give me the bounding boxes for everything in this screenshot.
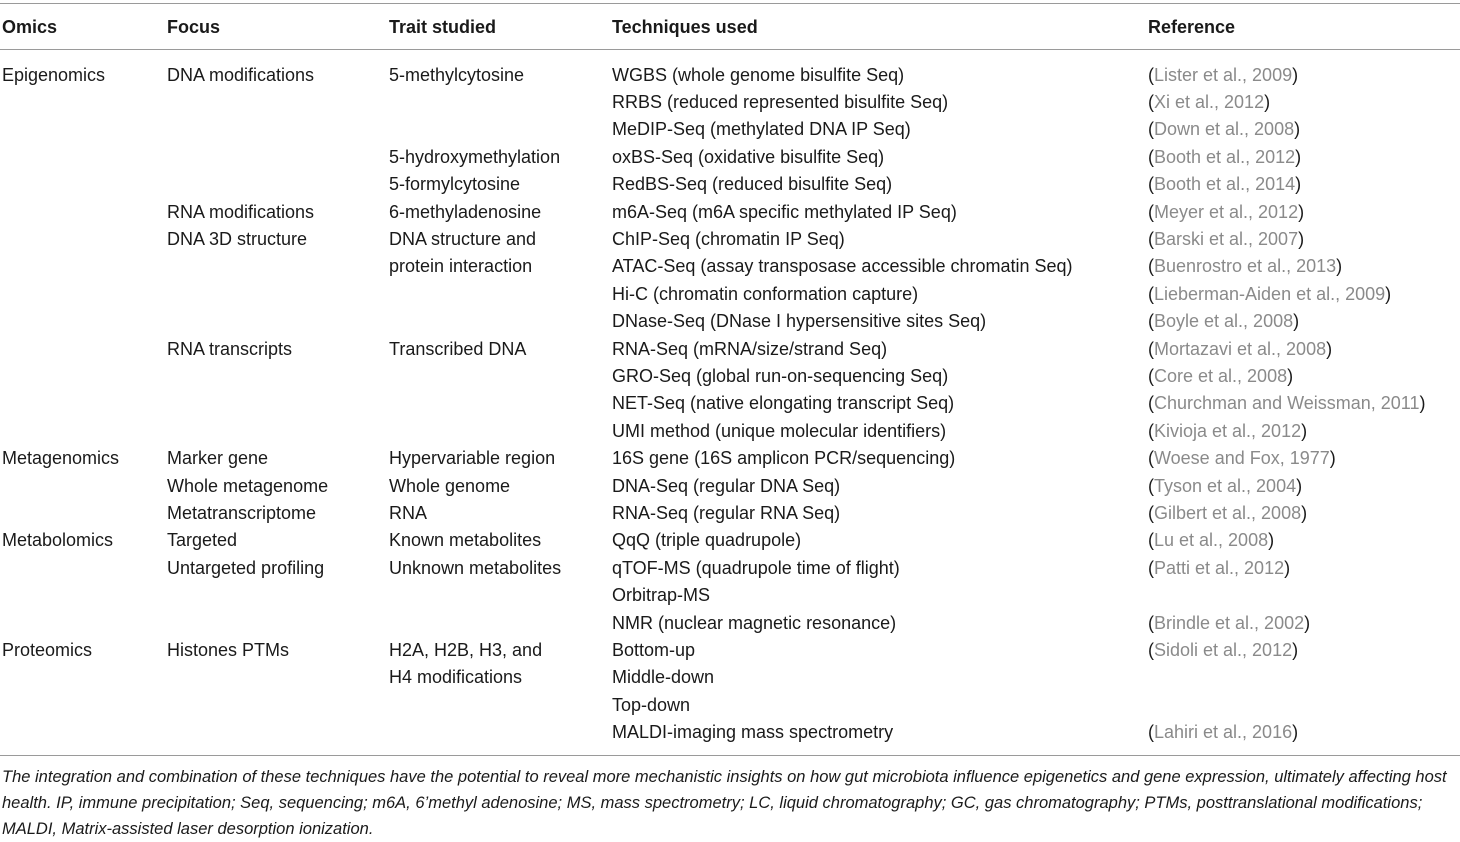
cell-omics: Proteomics [2,639,93,660]
cell-trait: 5-formylcytosine [389,174,521,195]
cell-trait: protein interaction [389,256,533,277]
reference-link[interactable]: Down et al., 2008 [1154,119,1295,140]
table-row [0,664,1460,691]
cell-omics [0,143,167,170]
cell-technique: qTOF-MS (quadrupole time of flight) [612,557,900,578]
table-row [0,171,1460,198]
cell-reference: (Woese and Fox, 1977) [1148,448,1336,469]
reference-link[interactable]: Sidoli et al., 2012 [1154,639,1293,660]
cell-omics [0,554,167,581]
cell-reference [1148,664,1460,691]
cell-focus [167,664,389,691]
table-row [0,143,1460,170]
reference-link[interactable]: Barski et al., 2007 [1154,229,1299,250]
cell-trait [389,390,612,417]
table-row [0,280,1460,307]
cell-focus [167,581,389,608]
cell-technique: Middle-down [612,667,715,688]
cell-technique: RRBS (reduced represented bisulfite Seq) [612,92,949,113]
cell-trait: 6-methyladenosine [389,201,542,222]
cell-omics [0,253,167,280]
reference-link[interactable]: Lieberman-Aiden et al., 2009 [1154,283,1386,304]
header-trait: Trait studied [389,16,497,37]
cell-technique: DNase-Seq (DNase I hypersensitive sites Seq) [612,311,987,332]
table-row [0,390,1460,417]
cell-trait: Unknown metabolites [389,557,562,578]
cell-omics [0,691,167,718]
cell-reference [1148,581,1460,608]
reference-link[interactable]: Xi et al., 2012 [1154,92,1265,113]
cell-technique: oxBS-Seq (oxidative bisulfite Seq) [612,146,885,167]
table-row [0,718,1460,745]
table-header-row [0,0,1460,51]
cell-trait: H4 modifications [389,667,523,688]
cell-focus: Histones PTMs [167,639,290,660]
cell-focus [167,691,389,718]
cell-reference: (Boyle et al., 2008) [1148,311,1300,332]
table-row [0,253,1460,280]
table-bottom-rule [0,755,1460,756]
cell-reference: (Barski et al., 2007) [1148,229,1305,250]
cell-omics [0,417,167,444]
cell-omics [0,609,167,636]
cell-omics [0,362,167,389]
cell-technique: Hi-C (chromatin conformation capture) [612,283,919,304]
cell-technique: 16S gene (16S amplicon PCR/sequencing) [612,448,956,469]
header-omics: Omics [2,16,58,37]
cell-technique: m6A-Seq (m6A specific methylated IP Seq) [612,201,957,222]
table-row [0,417,1460,444]
table-row [0,362,1460,389]
cell-reference: (Core et al., 2008) [1148,365,1294,386]
cell-reference: (Xi et al., 2012) [1148,92,1271,113]
cell-technique: MeDIP-Seq (methylated DNA IP Seq) [612,119,911,140]
cell-trait [389,417,612,444]
cell-technique: NMR (nuclear magnetic resonance) [612,612,897,633]
cell-focus [167,308,389,335]
reference-link[interactable]: Buenrostro et al., 2013 [1154,256,1337,277]
cell-focus: DNA 3D structure [167,229,308,250]
cell-trait [389,362,612,389]
header-focus: Focus [167,16,221,37]
cell-omics [0,390,167,417]
cell-reference: (Gilbert et al., 2008) [1148,502,1308,523]
cell-reference: (Patti et al., 2012) [1148,557,1291,578]
cell-reference: (Lahiri et al., 2016) [1148,722,1299,743]
cell-focus: Untargeted profiling [167,557,325,578]
cell-trait: Transcribed DNA [389,338,527,359]
cell-focus [167,116,389,143]
cell-reference: (Lister et al., 2009) [1148,64,1299,85]
reference-link[interactable]: Booth et al., 2012 [1154,146,1296,167]
cell-omics: Metabolomics [2,530,114,551]
reference-link[interactable]: Lu et al., 2008 [1154,530,1269,551]
cell-trait [389,308,612,335]
cell-focus: DNA modifications [167,64,315,85]
cell-reference: (Kivioja et al., 2012) [1148,420,1308,441]
cell-reference: (Booth et al., 2012) [1148,146,1302,167]
cell-omics [0,198,167,225]
reference-link[interactable]: Tyson et al., 2004 [1154,475,1297,496]
table-row [0,116,1460,143]
cell-focus [167,362,389,389]
cell-focus: Whole metagenome [167,475,329,496]
cell-reference: (Tyson et al., 2004) [1148,475,1303,496]
cell-focus [167,88,389,115]
cell-reference [1148,691,1460,718]
cell-trait [389,718,612,745]
reference-link[interactable]: Gilbert et al., 2008 [1154,502,1302,523]
cell-omics: Epigenomics [2,64,106,85]
table-row [0,636,1460,663]
cell-omics [0,88,167,115]
cell-technique: QqQ (triple quadrupole) [612,530,802,551]
cell-technique: Bottom-up [612,639,696,660]
cell-trait: Known metabolites [389,530,542,551]
cell-technique: ATAC-Seq (assay transposase accessible chromatin Seq) [612,256,1073,277]
cell-trait: H2A, H2B, H3, and [389,639,543,660]
cell-omics [0,280,167,307]
cell-focus [167,143,389,170]
table-row [0,335,1460,362]
cell-reference: (Sidoli et al., 2012) [1148,639,1299,660]
table-row [0,691,1460,718]
table-body [0,51,1460,746]
cell-reference: (Lu et al., 2008) [1148,530,1275,551]
cell-trait [389,609,612,636]
cell-reference: (Brindle et al., 2002) [1148,612,1311,633]
table-row [0,581,1460,608]
cell-omics [0,116,167,143]
reference-link[interactable]: Patti et al., 2012 [1154,557,1285,578]
cell-omics [0,581,167,608]
cell-trait: Whole genome [389,475,511,496]
header-techniques: Techniques used [612,16,758,37]
cell-technique: RedBS-Seq (reduced bisulfite Seq) [612,174,893,195]
cell-technique: GRO-Seq (global run-on-sequencing Seq) [612,365,949,386]
table-row [0,444,1460,471]
reference-link[interactable]: Kivioja et al., 2012 [1154,420,1302,441]
table-row [0,554,1460,581]
reference-link[interactable]: Booth et al., 2014 [1154,174,1296,195]
cell-technique: MALDI-imaging mass spectrometry [612,722,894,743]
reference-link[interactable]: Churchman and Weissman, 2011 [1154,393,1420,414]
cell-focus: RNA transcripts [167,338,293,359]
cell-focus [167,253,389,280]
cell-trait: RNA [389,502,428,523]
cell-focus [167,417,389,444]
cell-focus [167,171,389,198]
cell-technique: DNA-Seq (regular DNA Seq) [612,475,841,496]
cell-focus: Targeted [167,530,238,551]
cell-focus [167,390,389,417]
cell-omics [0,171,167,198]
cell-technique: WGBS (whole genome bisulfite Seq) [612,64,905,85]
reference-link[interactable]: Meyer et al., 2012 [1154,201,1299,222]
table-footnote: The integration and combination of these techniques have the potential to reveal more mechanistic insights on how gut microbiota influence epigenetics and gene expression, ultimately affecting host health. IP, immune precipitation; Seq, sequencing; m6A, 6’methyl adenosine; MS, mass spectrometry; LC, liquid chromatography; GC, gas chromatography; PTMs, posttranslational modifications; MALDI, Matrix-assisted laser desorption ionization. [2,768,1447,838]
cell-omics [0,225,167,252]
cell-reference: (Buenrostro et al., 2013) [1148,256,1343,277]
table-row [0,88,1460,115]
cell-omics [0,499,167,526]
reference-link[interactable]: Lahiri et al., 2016 [1154,722,1293,743]
cell-trait [389,116,612,143]
cell-focus [167,609,389,636]
reference-link[interactable]: Brindle et al., 2002 [1154,612,1305,633]
cell-focus [167,718,389,745]
cell-omics [0,664,167,691]
table-row [0,527,1460,554]
cell-trait [389,691,612,718]
cell-omics [0,335,167,362]
cell-reference: (Lieberman-Aiden et al., 2009) [1148,283,1392,304]
cell-trait: 5-hydroxymethylation [389,146,561,167]
cell-focus: Marker gene [167,448,269,469]
cell-technique: ChIP-Seq (chromatin IP Seq) [612,229,845,250]
table-row [0,198,1460,225]
cell-technique: UMI method (unique molecular identifiers) [612,420,947,441]
cell-trait [389,280,612,307]
cell-technique: Top-down [612,694,691,715]
cell-trait: 5-methylcytosine [389,64,525,85]
cell-omics: Metagenomics [2,448,120,469]
cell-omics [0,718,167,745]
table-row [0,225,1460,252]
table-row [0,609,1460,636]
cell-focus: RNA modifications [167,201,315,222]
cell-reference: (Down et al., 2008) [1148,119,1301,140]
cell-focus: Metatranscriptome [167,502,317,523]
table-row [0,308,1460,335]
cell-reference: (Booth et al., 2014) [1148,174,1302,195]
cell-reference: (Meyer et al., 2012) [1148,201,1305,222]
cell-trait: DNA structure and [389,229,537,250]
cell-trait [389,88,612,115]
cell-reference: (Churchman and Weissman, 2011) [1148,393,1426,414]
reference-link[interactable]: Core et al., 2008 [1154,365,1288,386]
reference-link[interactable]: Woese and Fox, 1977 [1154,448,1330,469]
table-row [0,51,1460,88]
cell-omics [0,308,167,335]
cell-technique: NET-Seq (native elongating transcript Seq) [612,393,955,414]
reference-link[interactable]: Lister et al., 2009 [1154,64,1293,85]
cell-omics [0,472,167,499]
cell-focus [167,280,389,307]
header-reference: Reference [1148,16,1236,37]
reference-link[interactable]: Mortazavi et al., 2008 [1154,338,1327,359]
cell-technique: Orbitrap-MS [612,585,711,606]
cell-trait [389,581,612,608]
reference-link[interactable]: Boyle et al., 2008 [1154,311,1294,332]
cell-trait: Hypervariable region [389,448,556,469]
cell-reference: (Mortazavi et al., 2008) [1148,338,1333,359]
table-row [0,472,1460,499]
cell-technique: RNA-Seq (regular RNA Seq) [612,502,841,523]
cell-technique: RNA-Seq (mRNA/size/strand Seq) [612,338,888,359]
table-row [0,499,1460,526]
